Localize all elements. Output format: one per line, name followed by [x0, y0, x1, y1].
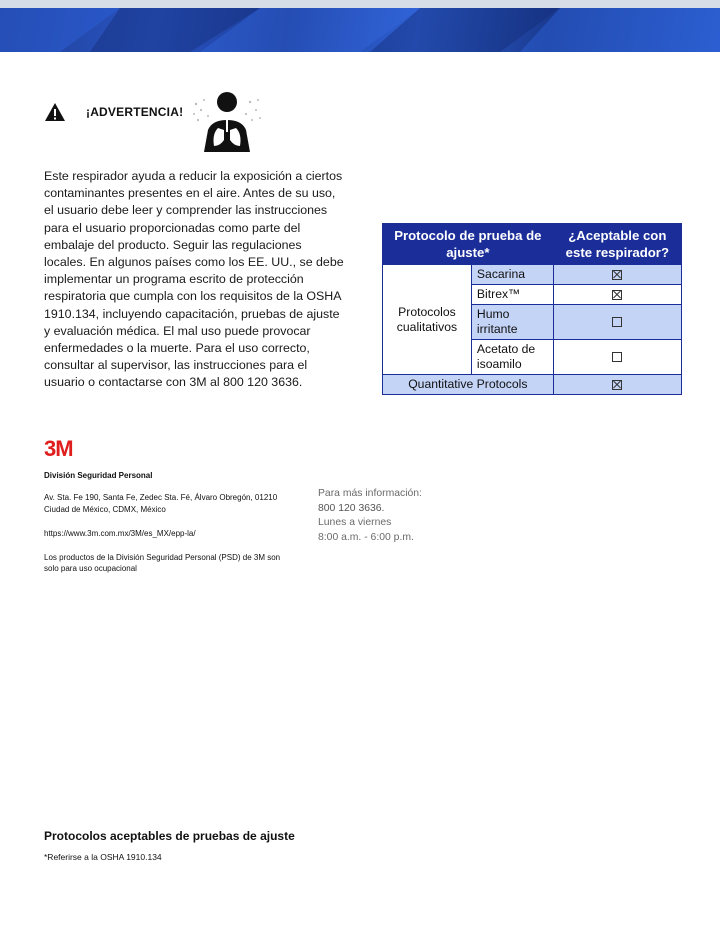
acceptable-cell [553, 305, 681, 340]
psd-note: Los productos de la División Seguridad Personal (PSD) de 3M son solo para uso ocupacional [44, 553, 281, 573]
header-banner [0, 0, 720, 52]
protocol-name: Sacarina [471, 265, 553, 285]
checked-box-icon [612, 270, 622, 280]
warning-heading [44, 100, 183, 124]
acceptable-cell [553, 340, 681, 375]
acceptable-cell [553, 375, 681, 395]
qualitative-group-label: Protocolos cualitativos [383, 265, 472, 375]
division-name: División Seguridad Personal [44, 471, 153, 480]
info-hours: 8:00 a.m. - 6:00 p.m. [318, 531, 414, 543]
protocol-name: Humo irritante [471, 305, 553, 340]
checked-box-icon [612, 380, 622, 390]
respiratory-hazard-icon [188, 90, 266, 152]
table-header-row [383, 224, 682, 265]
info-days: Lunes a viernes [318, 517, 392, 529]
footer-note: *Referirse a la OSHA 1910.134 [44, 852, 162, 862]
table-row-quantitative [383, 375, 682, 395]
3m-logo: 3M [44, 436, 73, 461]
info-heading: Para más información: [318, 488, 422, 499]
checked-box-icon [612, 290, 622, 300]
company-website-link[interactable]: https://www.3m.com.mx/3M/es_MX/epp-la/ [44, 529, 196, 538]
acceptable-cell [553, 285, 681, 305]
table-header-protocol: Protocolo de prueba de ajuste* [383, 224, 554, 265]
warning-triangle-icon [44, 102, 66, 122]
table-header-acceptable: ¿Aceptable con este respirador? [553, 224, 681, 265]
contact-info [318, 487, 422, 545]
protocol-name: Acetato de isoamilo [471, 340, 553, 375]
company-address: Av. Sta. Fe 190, Santa Fe, Zedec Sta. Fé, Álvaro Obregón, 01210 Ciudad de México, CDMX, México [44, 493, 278, 514]
info-phone: 800 120 3636. [318, 502, 385, 514]
footer-title: Protocolos aceptables de pruebas de ajuste [44, 829, 295, 843]
table-row [383, 265, 682, 285]
banner-pattern [0, 0, 720, 52]
unchecked-box-icon [612, 317, 622, 327]
protocol-name: Bitrex™ [471, 285, 553, 305]
unchecked-box-icon [612, 352, 622, 362]
fit-test-table [382, 223, 682, 395]
acceptable-cell [553, 265, 681, 285]
quantitative-label: Quantitative Protocols [383, 375, 554, 395]
warning-body-text: Este respirador ayuda a reducir la exposición a ciertos contaminantes presentes en el aire. Antes de su uso, el usuario debe leer y comprender las instrucciones para el usuario proporcionadas como parte del embalaje del producto. Seguir las regulaciones locales. En algunos países como los EE. UU., se debe implementar un programa escrito de protección respiratoria que cumpla con los requisitos de la OSHA 1910.134, incluyendo capacitación, pruebas de ajuste y evaluación médica. El mal uso puede provocar enfermedades o la muerte. Para el uso correcto, consultar al supervisor, las instrucciones para el usuario o contactarse con 3M al 800 120 3636. [44, 169, 344, 390]
warning-label: ¡ADVERTENCIA! [86, 105, 184, 119]
